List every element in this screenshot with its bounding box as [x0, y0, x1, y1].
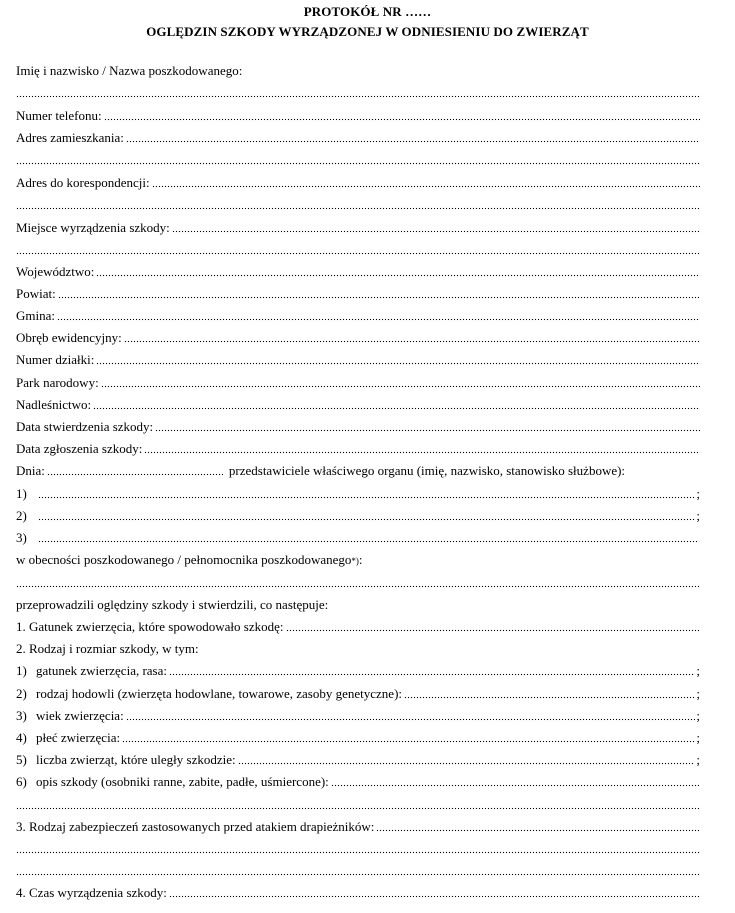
- field-name-label: Imię i nazwisko / Nazwa poszkodowanego:: [16, 63, 243, 78]
- document-title: PROTOKÓŁ NR ……: [303, 4, 432, 19]
- dotted-line[interactable]: [16, 161, 700, 165]
- subitem-4[interactable]: [16, 730, 700, 746]
- dotted-line[interactable]: [104, 117, 700, 121]
- item-3-line-3[interactable]: [16, 863, 700, 879]
- item-4-label: 4. Czas wyrządzenia szkody:: [16, 885, 167, 900]
- list-number: 1): [16, 486, 27, 501]
- dotted-line[interactable]: [126, 717, 696, 721]
- field-voivodeship-label: Województwo:: [16, 264, 95, 279]
- dotted-line[interactable]: [16, 251, 700, 255]
- field-address[interactable]: [16, 130, 700, 146]
- list-number: 3): [16, 530, 27, 545]
- dotted-line[interactable]: [122, 739, 695, 743]
- list-number: 4): [16, 730, 27, 745]
- dotted-line[interactable]: [16, 584, 700, 588]
- line-terminator: ;: [696, 730, 700, 745]
- dotted-line[interactable]: [404, 695, 695, 699]
- field-day-label: Dnia:: [16, 463, 45, 478]
- dotted-line[interactable]: [16, 206, 700, 210]
- list-number: 5): [16, 752, 27, 767]
- field-county-label: Powiat:: [16, 286, 56, 301]
- field-date-found[interactable]: [16, 419, 700, 435]
- representatives-text: przedstawiciele właściwego organu (imię, nazwisko, stanowisko służbowe):: [228, 463, 626, 478]
- field-address-line-2[interactable]: [16, 152, 700, 168]
- field-phone-label: Numer telefonu:: [16, 108, 102, 123]
- item-4-time[interactable]: [16, 885, 700, 901]
- item-2-label: 2. Rodzaj i rozmiar szkody, w tym:: [16, 641, 199, 656]
- line-terminator: ;: [696, 752, 700, 767]
- representative-3[interactable]: [16, 530, 700, 546]
- dotted-line[interactable]: [16, 806, 700, 810]
- presence-label: w obecności poszkodowanego / pełnomocnika poszkodowanego: [16, 552, 352, 567]
- dotted-line[interactable]: [331, 783, 699, 787]
- field-correspondence-line-2[interactable]: [16, 197, 700, 213]
- line-terminator: ;: [696, 708, 700, 723]
- field-address-label: Adres zamieszkania:: [16, 130, 124, 145]
- subitem-label: płeć zwierzęcia:: [36, 730, 121, 745]
- field-voivodeship[interactable]: [16, 264, 700, 280]
- item-3-label: 3. Rodzaj zabezpieczeń zastosowanych przed atakiem drapieżników:: [16, 819, 375, 834]
- presence-colon: :: [358, 552, 363, 567]
- dotted-line[interactable]: [38, 495, 695, 499]
- conducted-text: przeprowadzili oględziny szkody i stwierdzili, co następuje:: [16, 597, 329, 612]
- field-phone[interactable]: [16, 108, 700, 124]
- presence-label-row: w obecności poszkodowanego / pełnomocnika poszkodowanego *) :: [16, 552, 363, 567]
- subitem-5[interactable]: [16, 752, 700, 768]
- list-number: 2): [16, 686, 27, 701]
- field-date-found-label: Data stwierdzenia szkody:: [16, 419, 154, 434]
- subitem-label: liczba zwierząt, które uległy szkodzie:: [36, 752, 236, 767]
- dotted-line[interactable]: [152, 184, 700, 188]
- document-subtitle: OGLĘDZIN SZKODY WYRZĄDZONEJ W ODNIESIENIU DO ZWIERZĄT: [146, 24, 589, 39]
- subitem-3[interactable]: [16, 708, 700, 724]
- field-national-park[interactable]: [16, 375, 700, 391]
- field-precinct[interactable]: [16, 330, 700, 346]
- field-place[interactable]: [16, 220, 700, 236]
- dotted-line[interactable]: [16, 850, 700, 854]
- dotted-line[interactable]: [47, 472, 223, 476]
- dotted-line[interactable]: [376, 828, 700, 832]
- dotted-line[interactable]: [38, 539, 699, 543]
- field-national-park-label: Park narodowy:: [16, 375, 99, 390]
- representative-2[interactable]: [16, 508, 700, 524]
- dotted-line[interactable]: [16, 872, 700, 876]
- field-date-reported[interactable]: [16, 441, 700, 457]
- field-place-label: Miejsce wyrządzenia szkody:: [16, 220, 170, 235]
- dotted-line[interactable]: [93, 406, 700, 410]
- list-number: 6): [16, 774, 27, 789]
- field-date-reported-label: Data zgłoszenia szkody:: [16, 441, 143, 456]
- field-correspondence[interactable]: [16, 175, 700, 191]
- subitem-1[interactable]: [16, 663, 700, 679]
- line-terminator: ;: [696, 486, 700, 501]
- conducted-row: [16, 597, 700, 613]
- subitem-2[interactable]: [16, 686, 700, 702]
- representative-1[interactable]: [16, 486, 700, 502]
- dotted-line[interactable]: [169, 672, 695, 676]
- dotted-line[interactable]: [96, 273, 700, 277]
- presence-line[interactable]: [16, 575, 700, 591]
- dotted-line[interactable]: [169, 894, 700, 898]
- subitem-label: opis szkody (osobniki ranne, zabite, padłe, uśmiercone):: [36, 774, 329, 789]
- field-commune[interactable]: [16, 308, 700, 324]
- subitem-label: gatunek zwierzęcia, rasa:: [36, 663, 168, 678]
- dotted-line[interactable]: [172, 229, 700, 233]
- dotted-line[interactable]: [16, 94, 700, 98]
- dotted-line[interactable]: [238, 761, 696, 765]
- field-county[interactable]: [16, 286, 700, 302]
- field-name-line[interactable]: [16, 85, 700, 101]
- field-forest-district[interactable]: [16, 397, 700, 413]
- dotted-line[interactable]: [286, 628, 701, 632]
- field-precinct-label: Obręb ewidencyjny:: [16, 330, 122, 345]
- line-terminator: ;: [696, 508, 700, 523]
- line-terminator: ;: [696, 663, 700, 678]
- subitem-6[interactable]: [16, 774, 700, 790]
- dotted-line[interactable]: [57, 317, 700, 321]
- dotted-line[interactable]: [155, 428, 700, 432]
- list-number: 1): [16, 663, 27, 678]
- item-1-species[interactable]: [16, 619, 700, 635]
- item-3-line-2[interactable]: [16, 841, 700, 857]
- field-plot[interactable]: [16, 352, 700, 368]
- line-terminator: ;: [696, 686, 700, 701]
- subitem-label: rodzaj hodowli (zwierzęta hodowlane, towarowe, zasoby genetyczne):: [36, 686, 403, 701]
- subitem-label: wiek zwierzęcia:: [36, 708, 124, 723]
- field-plot-label: Numer działki:: [16, 352, 95, 367]
- dotted-line[interactable]: [144, 450, 700, 454]
- field-place-line-2[interactable]: [16, 242, 700, 258]
- subitem-6-line-2[interactable]: [16, 797, 700, 813]
- field-forest-district-label: Nadleśnictwo:: [16, 397, 92, 412]
- field-day[interactable]: [16, 463, 700, 479]
- dotted-line[interactable]: [58, 295, 700, 299]
- field-commune-label: Gmina:: [16, 308, 55, 323]
- list-number: 3): [16, 708, 27, 723]
- item-2-row: [16, 641, 700, 657]
- list-number: 2): [16, 508, 27, 523]
- field-correspondence-label: Adres do korespondencji:: [16, 175, 150, 190]
- item-3-safeguards[interactable]: [16, 819, 700, 835]
- item-1-label: 1. Gatunek zwierzęcia, które spowodowało szkodę:: [16, 619, 284, 634]
- dotted-line[interactable]: [126, 139, 700, 143]
- dotted-line[interactable]: [96, 361, 700, 365]
- dotted-line[interactable]: [38, 517, 695, 521]
- field-name-label-row: [16, 63, 700, 79]
- dotted-line[interactable]: [124, 339, 700, 343]
- dotted-line[interactable]: [101, 384, 700, 388]
